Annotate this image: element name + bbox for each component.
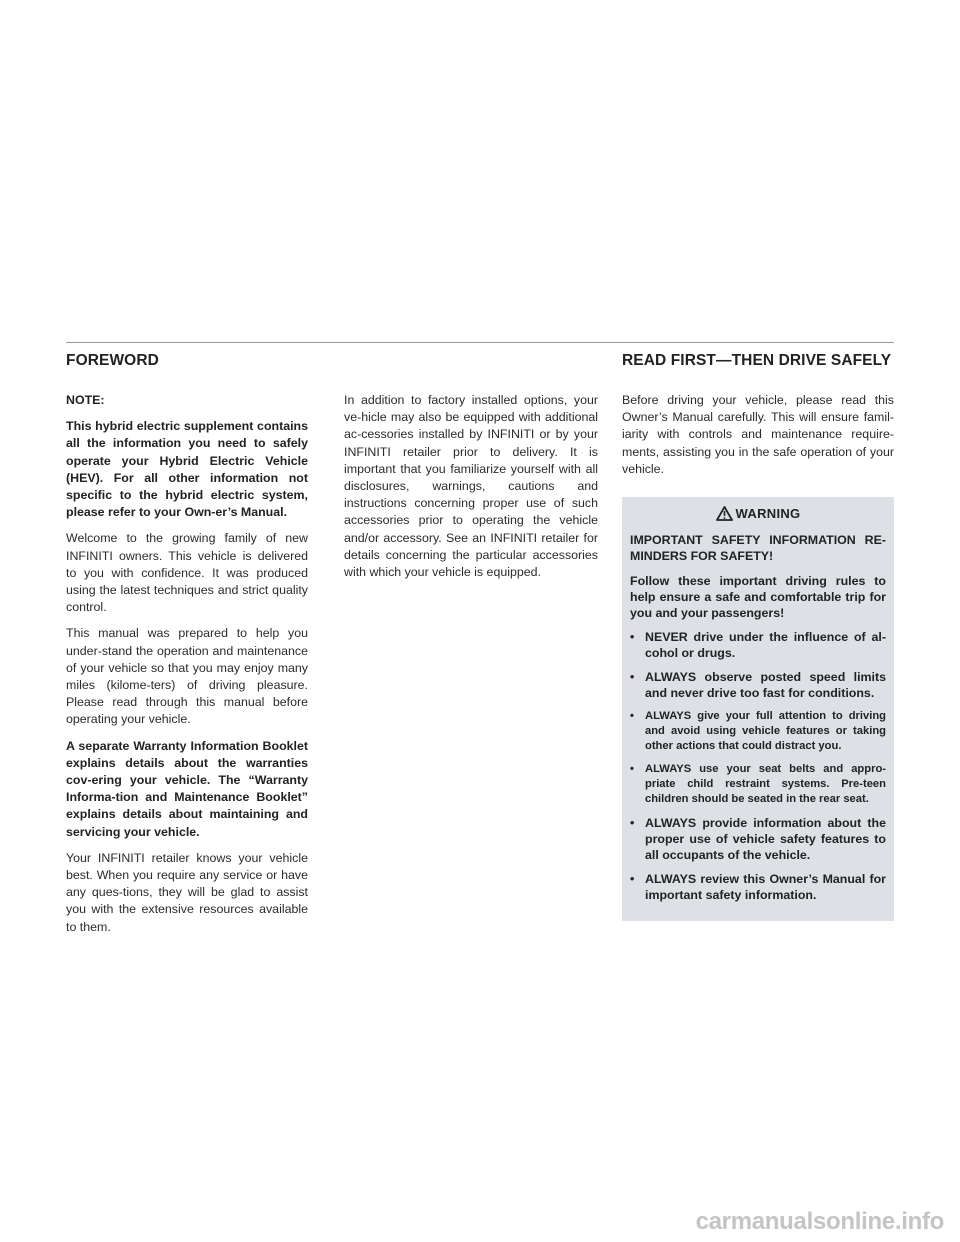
- retailer-paragraph: Your INFINITI retailer knows your vehicle best. When you require any service or have any ques-tions, they will be glad to assist you with the extensive resources available to them.: [66, 850, 308, 934]
- warning-lead: Follow these important driving rules to help ensure a safe and comfortable trip for you and your passengers!: [630, 573, 886, 621]
- warning-item: • ALWAYS provide information about the proper use of vehicle safety features to all occupants of the vehicle.: [630, 816, 886, 863]
- column-read-first: [622, 392, 894, 921]
- warning-item: • ALWAYS observe posted speed limits and never drive too fast for conditions.: [630, 670, 886, 701]
- warning-item: • ALWAYS give your full attention to driving and avoid using vehicle features or taking other actions that could distract you.: [630, 710, 886, 753]
- bullet-icon: •: [630, 816, 635, 831]
- warning-header: [630, 505, 886, 522]
- header-rule: [66, 342, 894, 343]
- warning-list: [630, 629, 886, 903]
- warning-item: • NEVER drive under the influence of al-cohol or drugs.: [630, 630, 886, 661]
- warning-title: IMPORTANT SAFETY INFORMATION RE-MINDERS FOR SAFETY!: [630, 533, 886, 564]
- bullet-icon: •: [630, 630, 635, 645]
- warning-heading: WARNING: [735, 506, 801, 522]
- note-text: This hybrid electric supplement contains all the information you need to safely operate your Hybrid Electric Vehicle (HEV). For all other information not specific to the hybrid electric system, please refer to your Own-er’s Manual.: [66, 419, 308, 520]
- warning-item: • ALWAYS review this Owner’s Manual for important safety information.: [630, 872, 886, 903]
- warning-box: [622, 497, 894, 921]
- bullet-icon: •: [630, 670, 635, 685]
- bullet-icon: •: [630, 763, 634, 776]
- warning-triangle-icon: [716, 506, 733, 521]
- watermark: carmanualsonline.info: [695, 1208, 944, 1235]
- read-first-intro: Before driving your vehicle, please read this Owner’s Manual carefully. This will ensure famil-iarity with controls and maintenance require-ments, assisting you in the safe operation of your vehicle.: [622, 393, 894, 476]
- bullet-icon: •: [630, 872, 635, 887]
- welcome-paragraph: Welcome to the growing family of new INFINITI owners. This vehicle is delivered to you with confidence. It was produced using the latest techniques and strict quality control.: [66, 531, 308, 615]
- read-first-title: READ FIRST—THEN DRIVE SAFELY: [622, 352, 892, 369]
- column-accessories: [344, 392, 598, 590]
- foreword-title: FOREWORD: [66, 352, 159, 369]
- bullet-icon: •: [630, 710, 634, 723]
- manual-purpose-paragraph: This manual was prepared to help you under-stand the operation and maintenance of your vehicle so that you may enjoy many miles (kilome-ters) of driving pleasure. Please read through this manual before operating your vehicle.: [66, 626, 308, 727]
- warning-item: • ALWAYS use your seat belts and appro-priate child restraint systems. Pre-teen children should be seated in the rear seat.: [630, 763, 886, 806]
- note-label: NOTE:: [66, 393, 105, 407]
- column-foreword: [66, 392, 308, 945]
- accessories-paragraph: In addition to factory installed options, your ve-hicle may also be equipped with additional ac-cessories installed by INFINITI or by your INFINITI retailer prior to delivery. It is important that you familiarize yourself with all disclosures, warnings, cautions and instructions concerning proper use of such accessories prior to operating the vehicle and/or accessory. See an INFINITI retailer for details concerning the particular accessories with which your vehicle is equipped.: [344, 393, 598, 580]
- warranty-paragraph: A separate Warranty Information Booklet explains details about the warranties cov-ering your vehicle. The “Warranty Informa-tion and Maintenance Booklet” explains details about maintaining and servicing your vehicle.: [66, 738, 308, 839]
